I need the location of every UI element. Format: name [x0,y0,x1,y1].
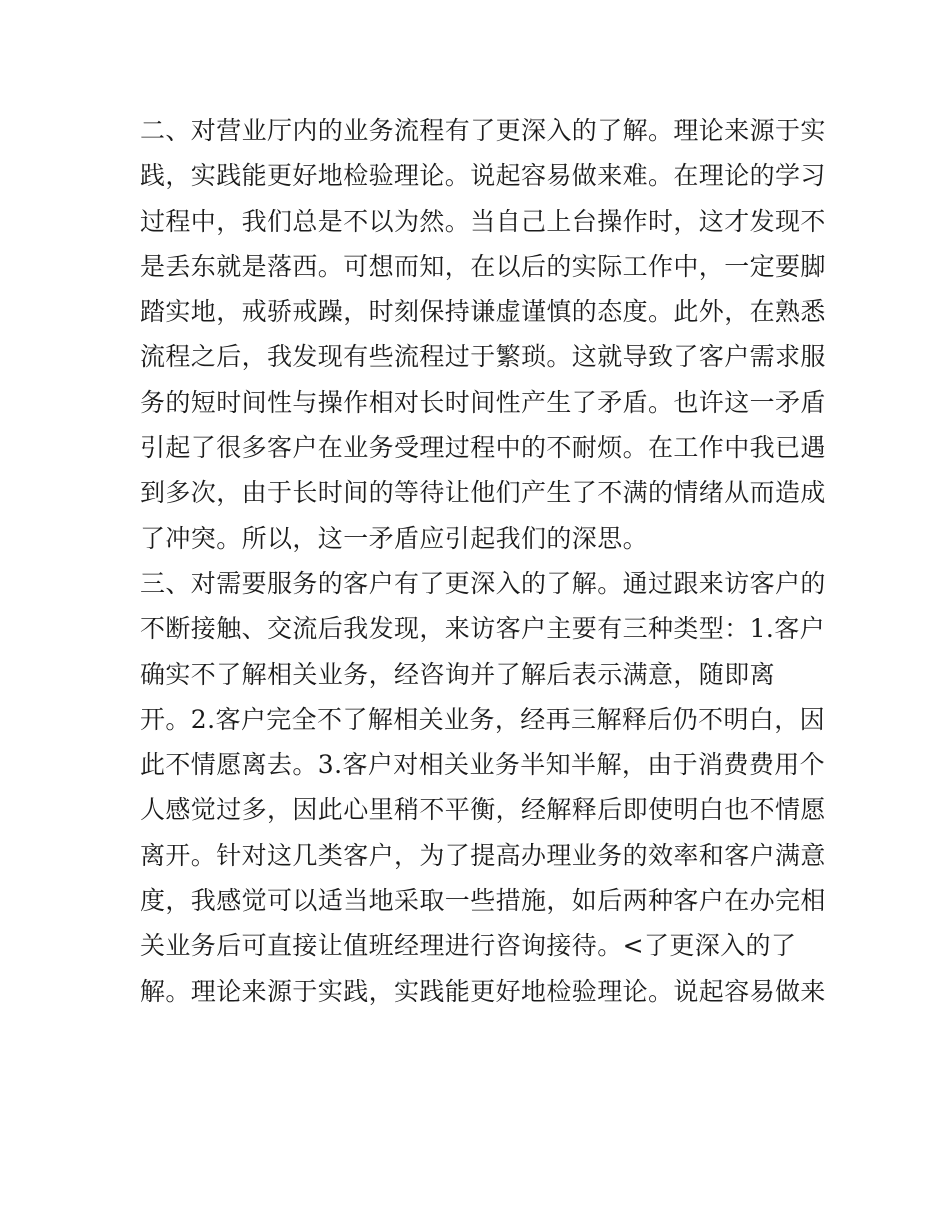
text-line: 到多次，由于长时间的等待让他们产生了不满的情绪从而造成 [140,478,826,508]
text-line: 是丢东就是落西。可想而知，在以后的实际工作中，一定要脚 [140,251,826,281]
text-line: 确实不了解相关业务，经咨询并了解后表示满意，随即离 [140,659,776,689]
text-line: 开。2.客户完全不了解相关业务，经再三解释后仍不明白，因 [140,704,826,734]
text-line: 二、对营业厅内的业务流程有了更深入的了解。理论来源于实 [140,116,826,145]
text-line: 踏实地，戒骄戒躁，时刻保持谦虚谨慎的态度。此外，在熟悉 [140,297,826,327]
body-text [140,108,826,1014]
text-line: 三、对需要服务的客户有了更深入的了解。通过跟来访客户的 [140,568,826,598]
text-line: 解。理论来源于实践，实践能更好地检验理论。说起容易做来 [140,976,826,1006]
text-line: 引起了很多客户在业务受理过程中的不耐烦。在工作中我已遇 [140,433,826,463]
text-line: 过程中，我们总是不以为然。当自己上台操作时，这才发现不 [140,206,826,236]
text-line: 流程之后，我发现有些流程过于繁琐。这就导致了客户需求服 [140,342,826,372]
text-line: 人感觉过多，因此心里稍不平衡，经解释后即使明白也不情愿 [140,795,826,825]
text-line: 践，实践能更好地检验理论。说起容易做来难。在理论的学习 [140,161,826,191]
text-line: 此不情愿离去。3.客户对相关业务半知半解，由于消费费用个 [140,750,826,780]
text-line: 关业务后可直接让值班经理进行咨询接待。<了更深入的了 [140,931,797,961]
text-line: 离开。针对这几类客户，为了提高办理业务的效率和客户满意 [140,840,826,870]
text-line: 务的短时间性与操作相对长时间性产生了矛盾。也许这一矛盾 [140,387,826,417]
text-line: 度，我感觉可以适当地采取一些措施，如后两种客户在办完相 [140,886,826,916]
text-line: 不断接触、交流后我发现，来访客户主要有三种类型：1.客户 [140,614,826,644]
text-line: 了冲突。所以，这一矛盾应引起我们的深思。 [140,523,649,553]
